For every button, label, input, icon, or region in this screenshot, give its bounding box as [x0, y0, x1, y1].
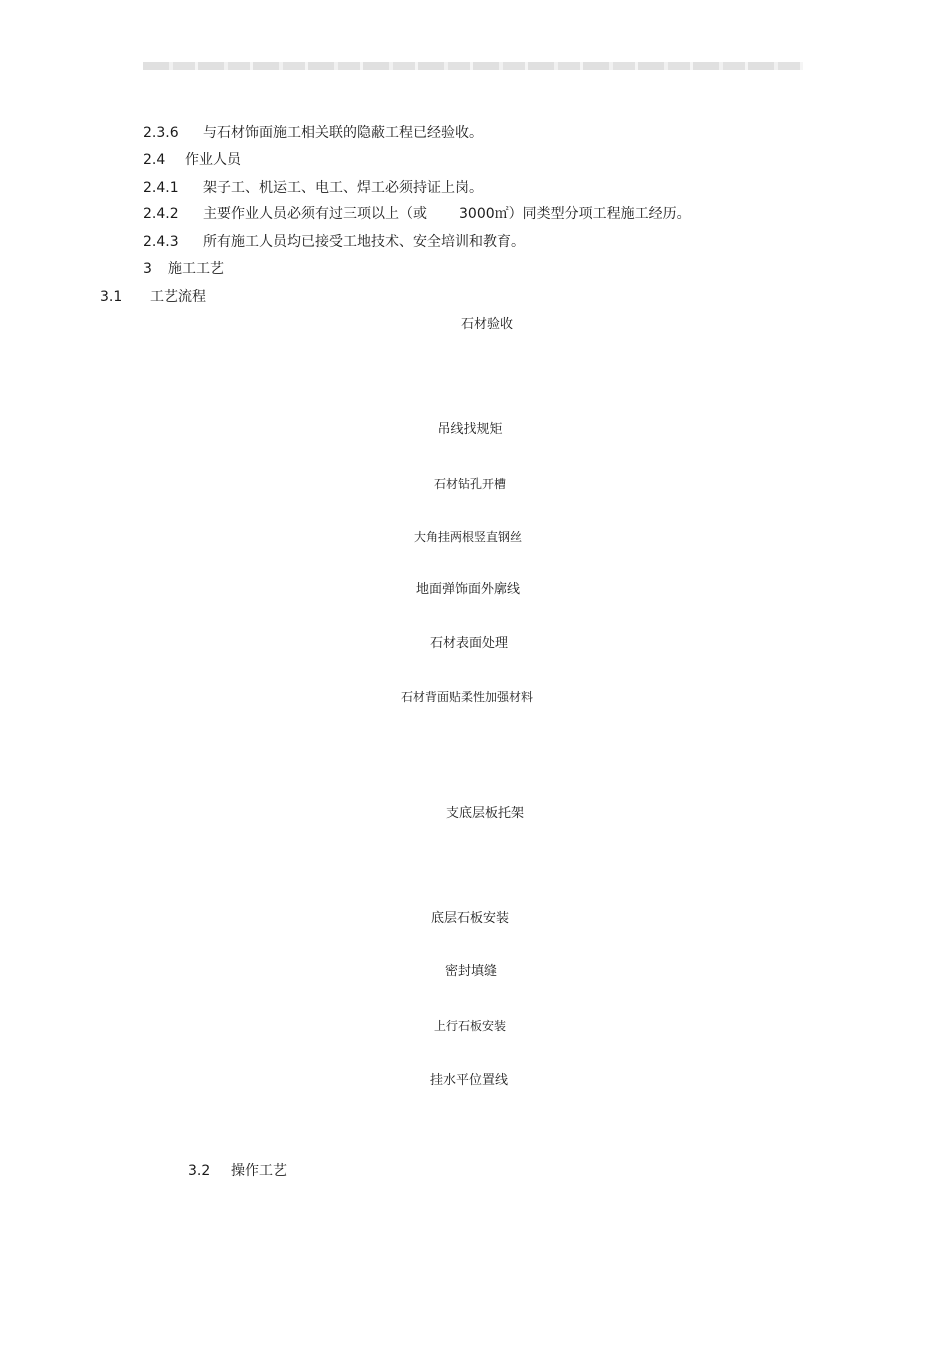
section-3-1 [100, 288, 206, 306]
item-text: 所有施工人员均已接受工地技术、安全培训和教育。 [203, 234, 525, 250]
flow-step-floor-outline: 地面弹饰面外廓线 [415, 582, 521, 597]
flow-step-seal-joints: 密封填缝 [444, 964, 498, 979]
section-number: 2.4 [143, 152, 166, 168]
flow-step-surface-treatment: 石材表面处理 [429, 636, 509, 651]
flow-step-upper-install: 上行石板安装 [433, 1019, 507, 1033]
item-text-part-b: 3000㎡）同类型分项工程施工经历。 [459, 206, 691, 222]
section-title: 操作工艺 [231, 1163, 287, 1179]
section-title: 工艺流程 [150, 289, 206, 305]
item-text: 架子工、机运工、电工、焊工必须持证上岗。 [203, 180, 483, 196]
section-number: 3.2 [188, 1163, 211, 1179]
section-number: 3 [143, 261, 152, 277]
item-2-4-3 [143, 233, 525, 251]
section-title: 施工工艺 [168, 261, 224, 277]
flow-step-drill-slot: 石材钻孔开槽 [433, 477, 507, 491]
section-3-2 [188, 1162, 287, 1180]
flow-step-plumb-line: 吊线找规矩 [437, 422, 503, 437]
flow-step-back-reinforcement: 石材背面贴柔性加强材料 [400, 690, 534, 704]
flow-step-bottom-install: 底层石板安装 [430, 911, 510, 926]
flow-step-stone-acceptance: 石材验收 [460, 317, 514, 332]
section-3 [143, 260, 224, 278]
item-number: 2.4.3 [143, 234, 179, 250]
item-number: 2.4.2 [143, 206, 179, 222]
flow-step-level-line: 挂水平位置线 [429, 1073, 509, 1088]
section-number: 3.1 [100, 289, 123, 305]
item-number: 2.3.6 [143, 125, 179, 141]
flow-step-bottom-bracket: 支底层板托架 [445, 806, 525, 821]
item-2-3-6 [143, 124, 483, 142]
section-title: 作业人员 [185, 152, 241, 168]
item-text-part-a: 主要作业人员必须有过三项以上（或 [203, 206, 427, 222]
item-number: 2.4.1 [143, 180, 179, 196]
item-2-4-2 [143, 205, 691, 223]
item-text: 与石材饰面施工相关联的隐蔽工程已经验收。 [203, 125, 483, 141]
header-strip [143, 62, 803, 70]
section-2-4 [143, 151, 241, 169]
item-2-4-1 [143, 179, 483, 197]
flow-step-corner-wires: 大角挂两根竖直钢丝 [413, 530, 523, 544]
